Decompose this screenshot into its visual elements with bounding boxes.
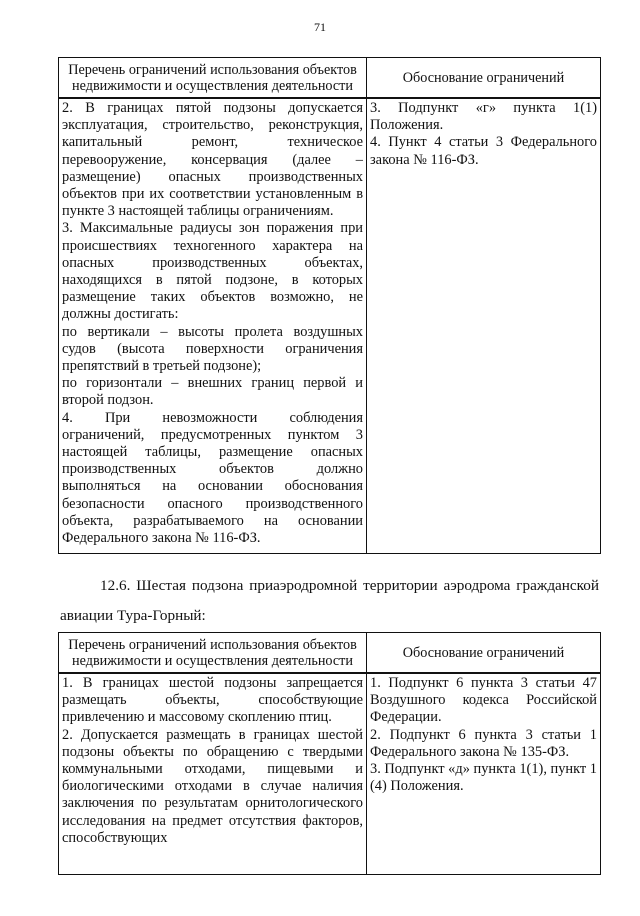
table-row	[59, 98, 601, 554]
restriction-paragraph: по горизонтали – внешних границ первой и второй подзон.	[62, 375, 363, 409]
section-heading: 12.6. Шестая подзона приаэродромной территории аэродрома гражданской авиации Тура-Горный:	[60, 577, 599, 624]
restriction-paragraph: по вертикали – высоты пролета воздушных судов (высота поверхности ограничения препятствий в третьей подзоне);	[62, 323, 363, 375]
header-justification: Обоснование ограничений	[367, 633, 601, 674]
restriction-paragraph: 3. Максимальные радиусы зон поражения при происшествиях техногенного характера на опасных производственных объектах, находящихся в пятой подзоне, в которых размещение таких объектов возможно, не должны достигать:	[62, 220, 363, 323]
restrictions-cell	[59, 673, 367, 875]
justification-paragraph: 2. Подпункт 6 пункта 3 статьи 1 Федерального закона № 135-ФЗ.	[370, 726, 597, 760]
restrictions-cell	[59, 98, 367, 554]
table-header-row	[59, 633, 601, 674]
page-number: 71	[314, 20, 326, 34]
restriction-paragraph: 2. В границах пятой подзоны допускается эксплуатация, строительство, реконструкция, капитальный ремонт, техническое перевооружение, консервация (далее – размещение) опасных производственных объектов при их соответствии установленным в пункте 3 настоящей таблицы ограничениям.	[62, 100, 363, 220]
justification-cell	[367, 673, 601, 875]
table-header-row	[59, 58, 601, 99]
justification-cell	[367, 98, 601, 554]
restrictions-table-zone-6	[58, 632, 601, 875]
justification-paragraph: 4. Пункт 4 статьи 3 Федерального закона № 116-ФЗ.	[370, 134, 597, 168]
restrictions-table-zone-5	[58, 57, 601, 554]
restriction-paragraph: 1. В границах шестой подзоны запрещается размещать объекты, способствующие привлечению и массовому скоплению птиц.	[62, 675, 363, 726]
restriction-paragraph: 4. При невозможности соблюдения ограничений, предусмотренных пунктом 3 настоящей таблицы, размещение опасных производственных объектов должно выполняться на основании обоснования безопасности опасного производственного объекта, разрабатываемого на основании Федерального закона № 116-ФЗ.	[62, 409, 363, 547]
header-restrictions-list: Перечень ограничений использования объектов недвижимости и осуществления деятельности	[59, 58, 367, 99]
header-restrictions-list: Перечень ограничений использования объектов недвижимости и осуществления деятельности	[59, 633, 367, 674]
justification-paragraph: 3. Подпункт «д» пункта 1(1), пункт 1 (4) Положения.	[370, 761, 597, 795]
restriction-paragraph: 2. Допускается размещать в границах шестой подзоны объекты по обращению с твердыми коммунальными отходами, пищевыми и биологическими отходами в случае наличия заключения по результатам орнитологического исследования на предмет отсутствия факторов, способствующих	[62, 726, 363, 846]
justification-paragraph: 3. Подпункт «г» пункта 1(1) Положения.	[370, 100, 597, 134]
justification-paragraph: 1. Подпункт 6 пункта 3 статьи 47 Воздушного кодекса Российской Федерации.	[370, 675, 597, 726]
header-justification: Обоснование ограничений	[367, 58, 601, 99]
table-row	[59, 673, 601, 875]
